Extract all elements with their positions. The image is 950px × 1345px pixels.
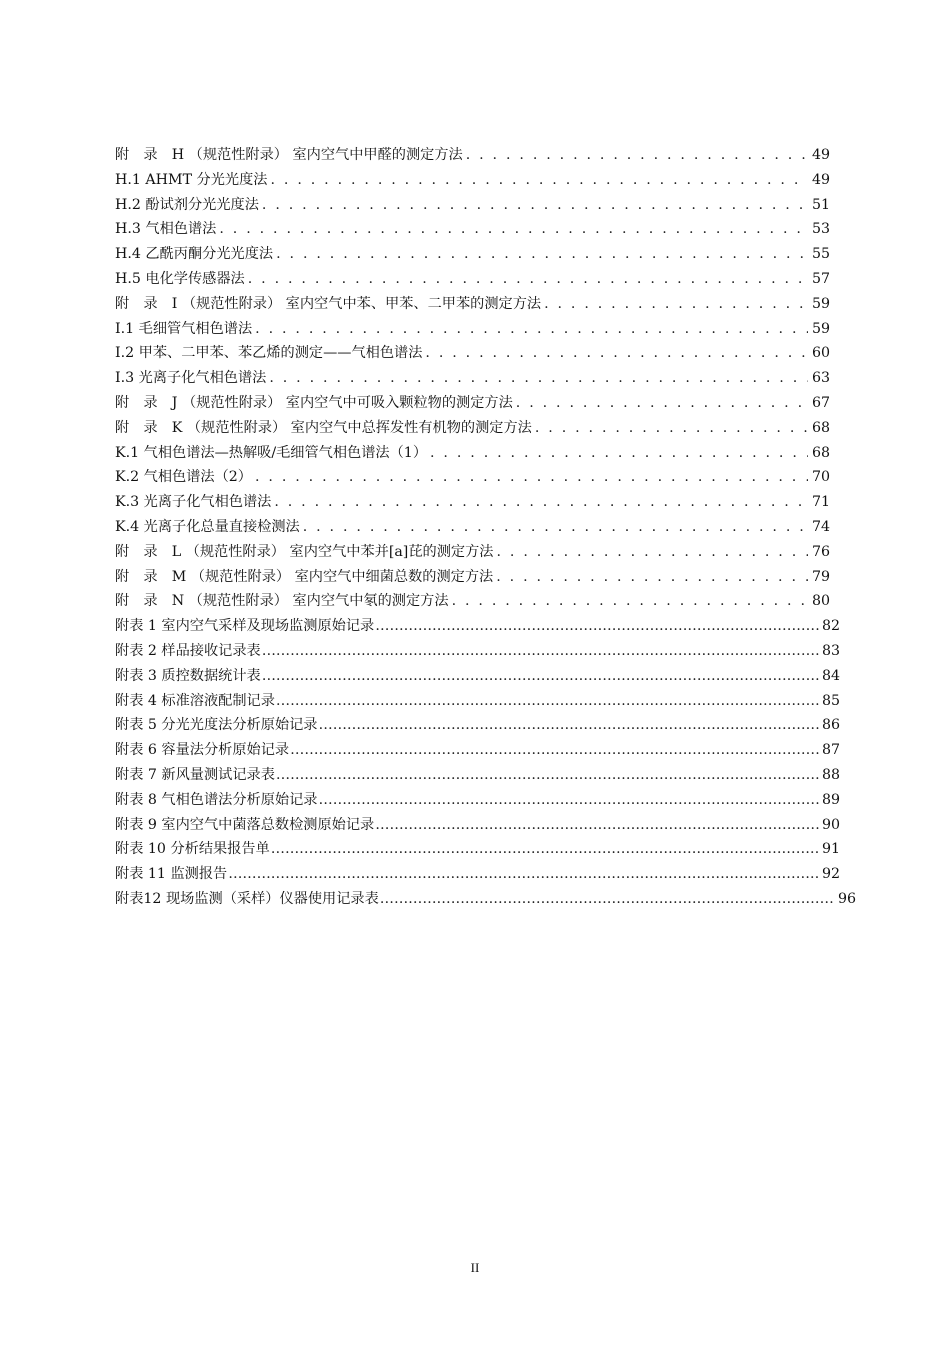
toc-entry-title: K.2 气相色谱法（2）	[115, 469, 252, 486]
toc-entry[interactable]	[115, 540, 860, 565]
toc-entry[interactable]	[115, 292, 860, 317]
toc-leader-dots	[255, 317, 808, 342]
toc-entry-title: 附表 4 标准溶液配制记录	[115, 692, 275, 709]
toc-entry[interactable]	[115, 391, 860, 416]
toc-leader-dots	[319, 788, 820, 813]
toc-entry-page: 71	[811, 494, 830, 511]
toc-entry-title: I.2 甲苯、二甲苯、苯乙烯的测定——气相色谱法	[115, 345, 423, 362]
toc-entry-title: H.3 气相色谱法	[115, 221, 217, 238]
toc-entry-page: 96	[837, 890, 856, 907]
toc-entry-title: I.3 光离子化气相色谱法	[115, 370, 267, 387]
toc-entry-title: 附 录 M （规范性附录） 室内空气中细菌总数的测定方法	[115, 568, 494, 585]
toc-leader-dots	[274, 490, 808, 515]
toc-leader-dots	[276, 689, 819, 714]
toc-entry-page: 91	[821, 841, 840, 858]
toc-entry[interactable]	[115, 168, 860, 193]
toc-entry[interactable]	[115, 614, 860, 639]
toc-leader-dots	[262, 193, 808, 218]
toc-entry[interactable]	[115, 242, 860, 267]
toc-entry-title: H.1 AHMT 分光光度法	[115, 171, 268, 188]
toc-entry-page: 49	[811, 147, 830, 163]
toc-entry[interactable]	[115, 441, 860, 466]
toc-entry-title: 附 录 K （规范性附录） 室内空气中总挥发性有机物的测定方法	[115, 419, 532, 436]
toc-entry-page: 90	[821, 816, 840, 833]
toc-entry-page: 84	[821, 667, 840, 684]
toc-leader-dots	[219, 217, 808, 242]
toc-entry[interactable]	[115, 738, 860, 763]
toc-leader-dots	[375, 813, 819, 838]
toc-entry-page: 70	[811, 469, 830, 486]
toc-leader-dots	[276, 242, 808, 267]
toc-entry-page: 92	[821, 866, 840, 883]
toc-entry[interactable]	[115, 515, 860, 540]
toc-entry-title: K.4 光离子化总量直接检测法	[115, 518, 300, 535]
toc-entry[interactable]	[115, 713, 860, 738]
toc-leader-dots	[248, 267, 808, 292]
toc-leader-dots	[430, 441, 808, 466]
toc-entry[interactable]	[115, 813, 860, 838]
toc-entry-title: 附表 10 分析结果报告单	[115, 841, 270, 858]
page-number: II	[470, 1260, 480, 1275]
toc-entry-title: 附表12 现场监测（采样）仪器使用记录表	[115, 890, 379, 907]
toc-entry[interactable]	[115, 416, 860, 441]
toc-leader-dots	[262, 639, 819, 664]
toc-leader-dots	[269, 366, 808, 391]
toc-leader-dots	[255, 465, 808, 490]
toc-entry-page: 55	[811, 246, 830, 263]
toc-entry-title: I.1 毛细管气相色谱法	[115, 320, 253, 337]
toc-leader-dots	[496, 565, 808, 590]
toc-entry[interactable]	[115, 267, 860, 292]
toc-leader-dots	[380, 887, 835, 912]
toc-entry-page: 79	[811, 568, 830, 585]
toc-entry-page: 74	[811, 518, 830, 535]
toc-entry-title: H.2 酚试剂分光光度法	[115, 196, 259, 213]
toc-entry[interactable]	[115, 366, 860, 391]
toc-leader-dots	[516, 391, 808, 416]
toc-entry[interactable]	[115, 217, 860, 242]
toc-leader-dots	[271, 837, 819, 862]
toc-entry-title: 附 录 I （规范性附录） 室内空气中苯、甲苯、二甲苯的测定方法	[115, 295, 542, 312]
toc-entry[interactable]	[115, 763, 860, 788]
toc-entry-page: 67	[811, 394, 830, 411]
toc-entry-title: K.1 气相色谱法—热解吸/毛细管气相色谱法（1）	[115, 444, 428, 461]
toc-entry-page: 82	[821, 618, 840, 635]
toc-entry-page: 49	[811, 171, 830, 188]
toc-entry[interactable]	[115, 589, 860, 614]
toc-leader-dots	[276, 763, 819, 788]
toc-entry[interactable]	[115, 837, 860, 862]
toc-leader-dots	[303, 515, 808, 540]
toc-entry[interactable]	[115, 862, 860, 887]
toc-entry-title: 附 录 L （规范性附录） 室内空气中苯并[a]芘的测定方法	[115, 543, 494, 560]
toc-entry-title: 附 录 H （规范性附录） 室内空气中甲醛的测定方法	[115, 147, 463, 163]
toc-entry-title: 附 录 N （规范性附录） 室内空气中氡的测定方法	[115, 593, 449, 610]
toc-entry[interactable]	[115, 689, 860, 714]
toc-leader-dots	[466, 143, 808, 168]
toc-entry[interactable]	[115, 490, 860, 515]
toc-entry-page: 89	[821, 791, 840, 808]
toc-entry[interactable]	[115, 143, 860, 168]
toc-entry-page: 59	[811, 295, 830, 312]
toc-leader-dots	[290, 738, 819, 763]
toc-entry-page: 59	[811, 320, 830, 337]
toc-entry[interactable]	[115, 639, 860, 664]
toc-leader-dots	[270, 168, 808, 193]
toc-entry-title: 附表 8 气相色谱法分析原始记录	[115, 791, 318, 808]
toc-entry-title: 附表 9 室内空气中菌落总数检测原始记录	[115, 816, 375, 833]
toc-entry-page: 86	[821, 717, 840, 734]
toc-leader-dots	[452, 589, 808, 614]
toc-entry-page: 53	[811, 221, 830, 238]
toc-entry-page: 85	[821, 692, 840, 709]
toc-entry[interactable]	[115, 788, 860, 813]
toc-entry[interactable]	[115, 341, 860, 366]
toc-leader-dots	[535, 416, 808, 441]
toc-entry-title: 附表 1 室内空气采样及现场监测原始记录	[115, 618, 375, 635]
toc-entry-title: 附表 5 分光光度法分析原始记录	[115, 717, 318, 734]
toc-entry-title: K.3 光离子化气相色谱法	[115, 494, 272, 511]
toc-entry-title: 附 录 J （规范性附录） 室内空气中可吸入颗粒物的测定方法	[115, 394, 513, 411]
toc-leader-dots	[544, 292, 808, 317]
toc-leader-dots	[319, 713, 820, 738]
toc-entry[interactable]	[115, 664, 860, 689]
toc-entry[interactable]	[115, 317, 860, 342]
toc-leader-dots	[375, 614, 819, 639]
toc-entry[interactable]	[115, 193, 860, 218]
toc-entry-title: 附表 2 样品接收记录表	[115, 642, 261, 659]
toc-leader-dots	[425, 341, 808, 366]
toc-entry-title: 附表 11 监测报告	[115, 866, 228, 883]
toc-entry-page: 80	[811, 593, 830, 610]
toc-entry-page: 68	[811, 419, 830, 436]
toc-leader-dots	[262, 664, 819, 689]
table-of-contents	[115, 143, 860, 912]
toc-entry-title: H.5 电化学传感器法	[115, 270, 245, 287]
toc-leader-dots	[228, 862, 819, 887]
toc-entry-page: 76	[811, 543, 830, 560]
toc-entry-title: 附表 3 质控数据统计表	[115, 667, 261, 684]
toc-entry-page: 88	[821, 766, 840, 783]
toc-entry-page: 68	[811, 444, 830, 461]
toc-entry-page: 83	[821, 642, 840, 659]
toc-entry-title: 附表 6 容量法分析原始记录	[115, 742, 290, 759]
toc-entry-title: 附表 7 新风量测试记录表	[115, 766, 275, 783]
toc-entry[interactable]	[115, 565, 860, 590]
toc-entry-page: 60	[811, 345, 830, 362]
toc-entry-title: H.4 乙酰丙酮分光光度法	[115, 246, 274, 263]
toc-entry[interactable]	[115, 465, 860, 490]
toc-entry-page: 51	[811, 196, 830, 213]
toc-entry-page: 57	[811, 270, 830, 287]
toc-entry[interactable]	[115, 887, 860, 912]
toc-entry-page: 87	[821, 742, 840, 759]
toc-leader-dots	[496, 540, 808, 565]
toc-entry-page: 63	[811, 370, 830, 387]
